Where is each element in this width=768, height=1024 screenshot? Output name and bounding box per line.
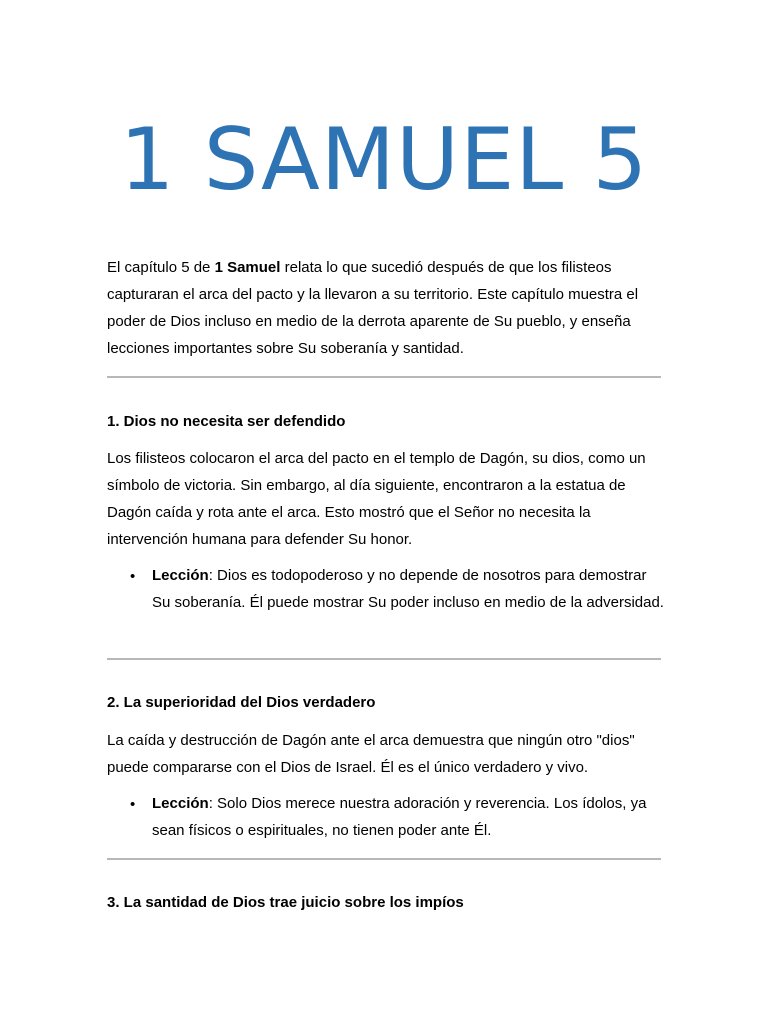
bullet-dot: • <box>130 568 136 585</box>
lesson-bullet-1 <box>152 562 664 616</box>
lesson-text: : Solo Dios merece nuestra adoración y reverencia. Los ídolos, ya sean físicos o espirituales, no tienen poder ante Él. <box>152 795 647 839</box>
section-body-2: La caída y destrucción de Dagón ante el arca demuestra que ningún otro "dios" puede compararse con el Dios de Israel. Él es el único verdadero y vivo. <box>107 732 635 776</box>
intro-paragraph <box>107 254 667 362</box>
intro-bold-book: 1 Samuel <box>214 259 281 276</box>
section-heading-1: 1. Dios no necesita ser defendido <box>107 413 346 430</box>
lesson-label: Lección <box>152 567 209 584</box>
intro-prefix: El capítulo 5 de <box>107 259 215 276</box>
intro-rest: relata lo que sucedió después de que los filisteos capturaran el arca del pacto y la llevaron a su territorio. Este capítulo muestra el poder de Dios incluso en medio de la derrota aparente de Su pueblo, y enseña lecciones importantes sobre Su soberanía y santidad. <box>107 259 639 357</box>
lesson-label: Lección <box>152 795 209 812</box>
divider <box>107 858 661 860</box>
bullet-dot: • <box>130 796 136 813</box>
page-title: 1 SAMUEL 5 <box>119 110 649 210</box>
section-body-1: Los filisteos colocaron el arca del pacto en el templo de Dagón, su dios, como un símbolo de victoria. Sin embargo, al día siguiente, encontraron a la estatua de Dagón caída y rota ante el arca. Esto mostró que el Señor no necesita la intervención humana para defender Su honor. <box>107 450 646 548</box>
section-heading-3: 3. La santidad de Dios trae juicio sobre los impíos <box>107 894 464 911</box>
lesson-text: : Dios es todopoderoso y no depende de nosotros para demostrar Su soberanía. Él puede mostrar Su poder incluso en medio de la adversidad. <box>152 567 664 611</box>
lesson-bullet-2 <box>152 790 664 844</box>
divider <box>107 658 661 660</box>
section-heading-2: 2. La superioridad del Dios verdadero <box>107 694 376 711</box>
divider <box>107 376 661 378</box>
